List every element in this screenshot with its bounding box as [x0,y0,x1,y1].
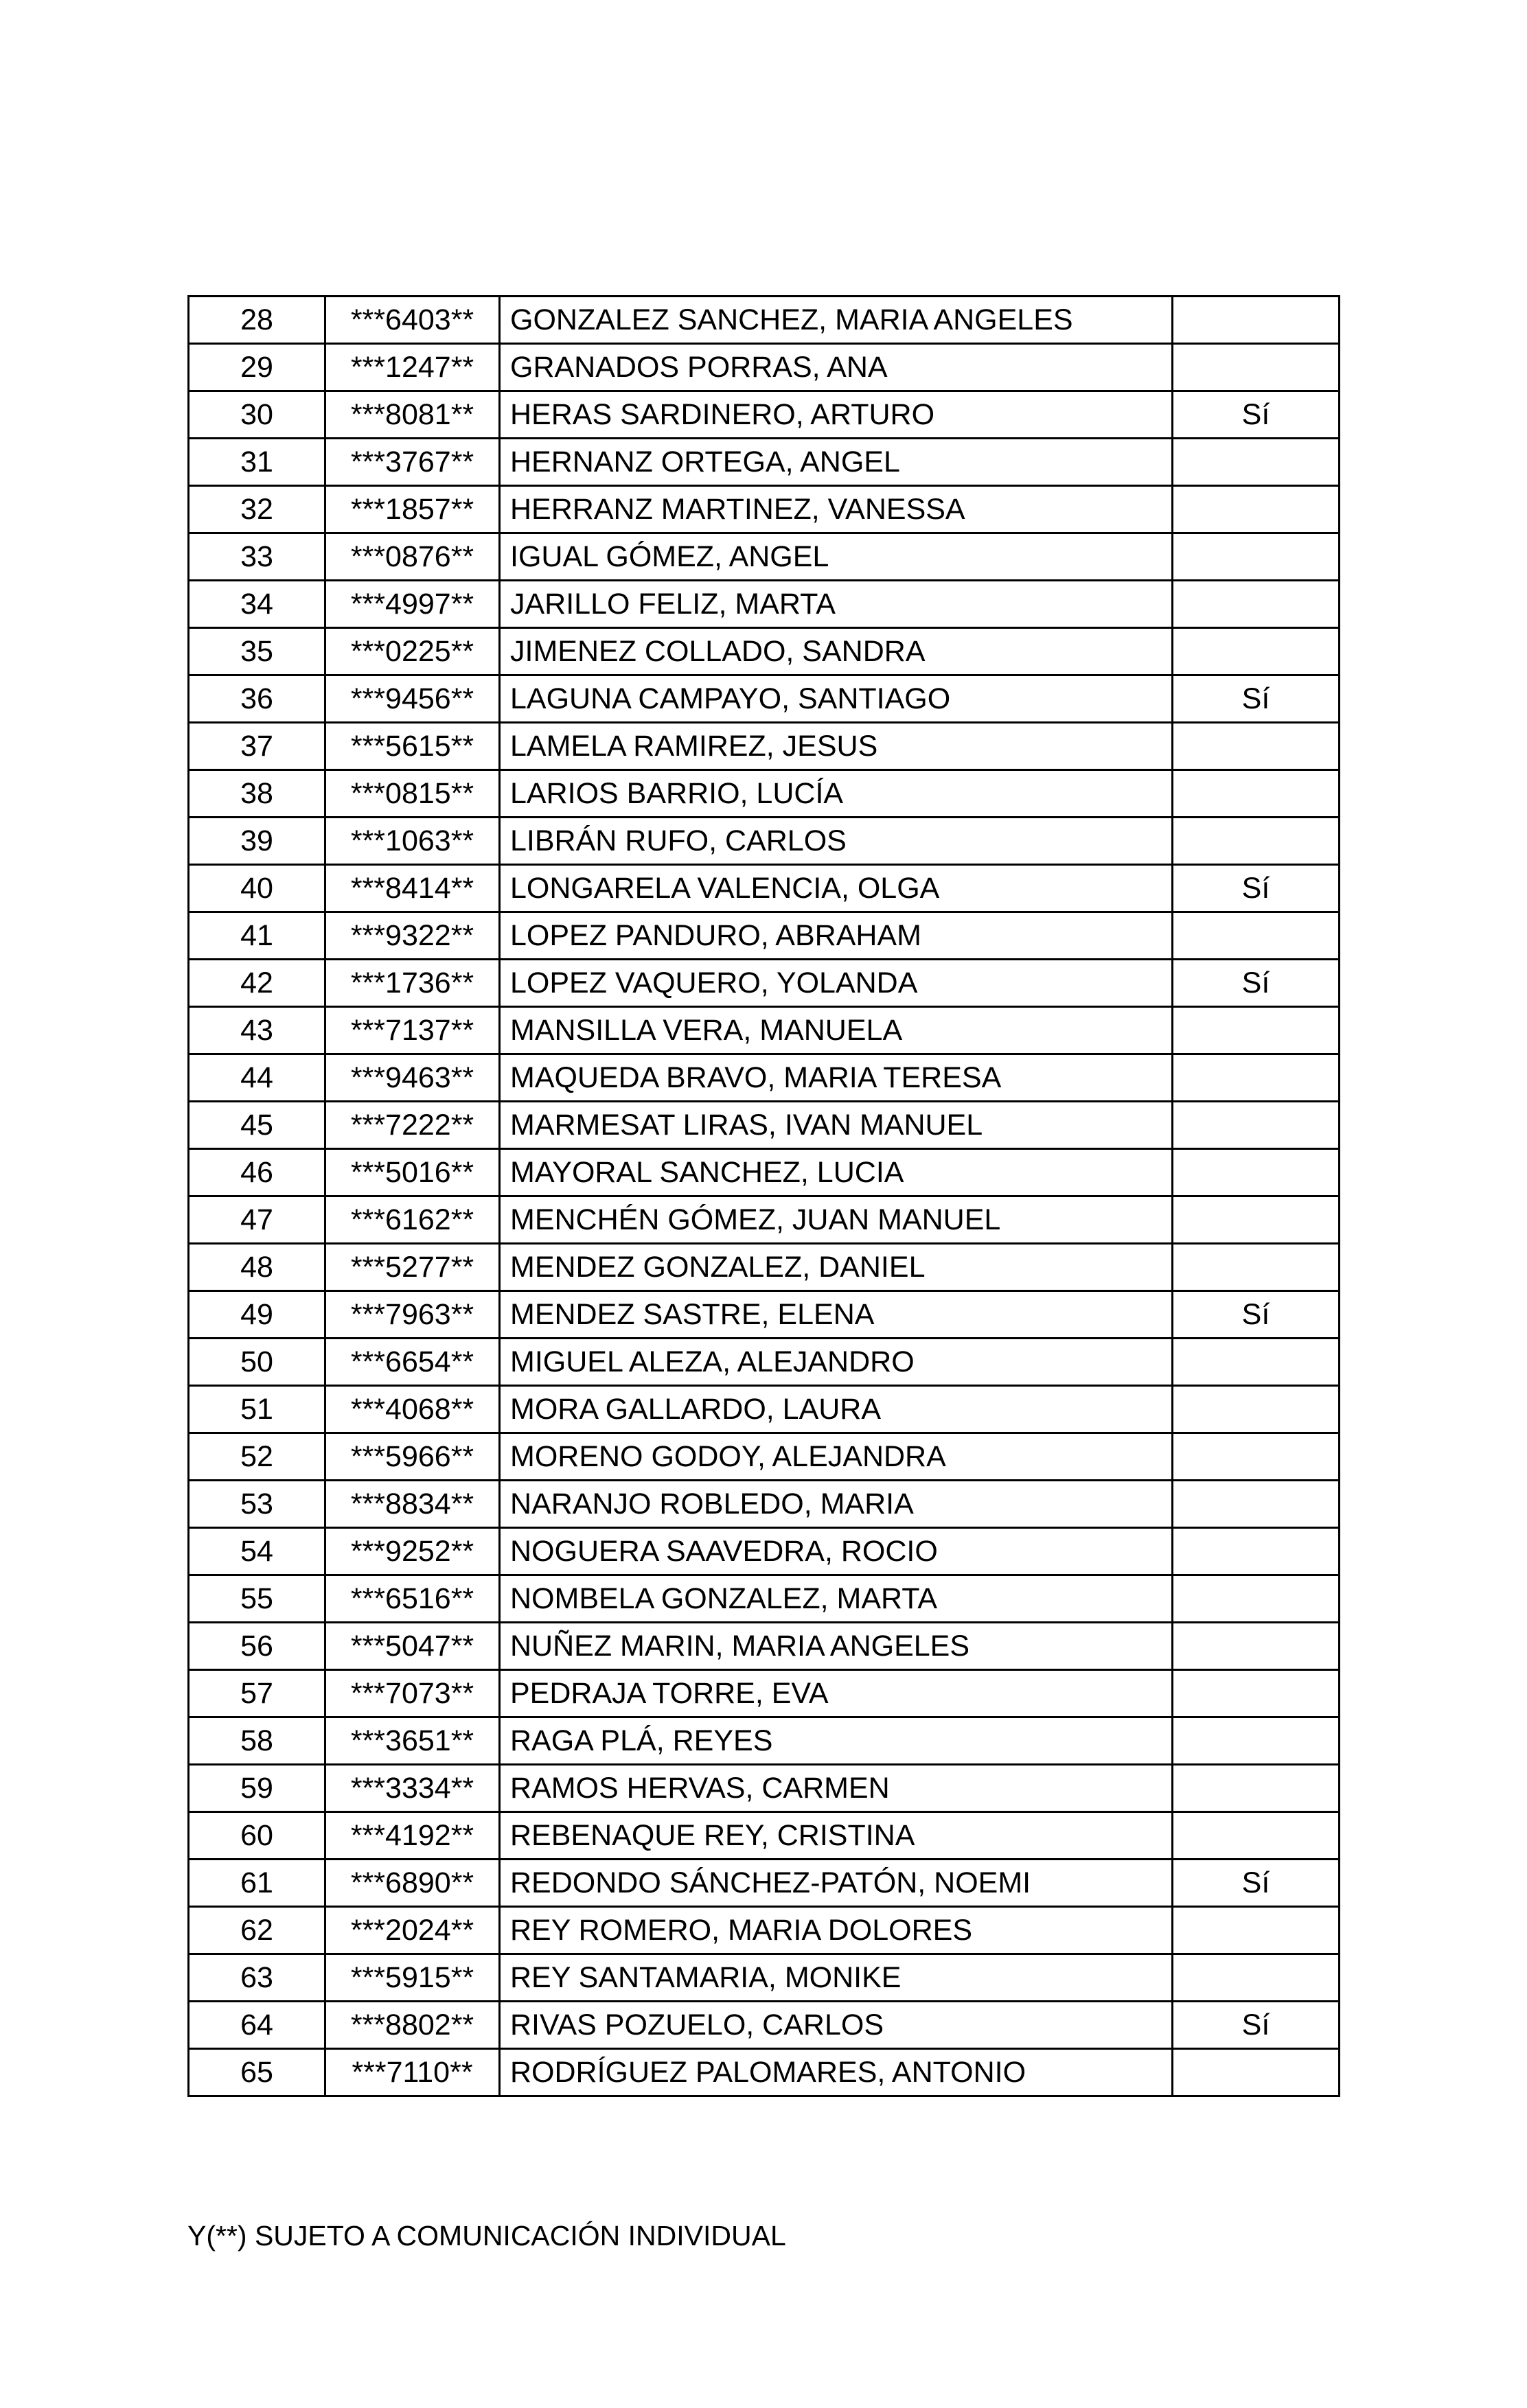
row-id: ***4068** [325,1386,500,1433]
row-id: ***5966** [325,1433,500,1481]
row-id: ***2024** [325,1907,500,1954]
row-flag [1173,770,1340,818]
row-number: 42 [189,960,325,1007]
table-row [189,912,1340,960]
row-number: 49 [189,1291,325,1339]
row-flag [1173,486,1340,533]
row-number: 32 [189,486,325,533]
row-name: HERAS SARDINERO, ARTURO [500,391,1173,439]
table-row [189,1623,1340,1670]
row-flag: Sí [1173,865,1340,912]
row-name: JARILLO FELIZ, MARTA [500,581,1173,628]
row-name: NOGUERA SAAVEDRA, ROCIO [500,1528,1173,1575]
row-flag [1173,1670,1340,1717]
row-name: IGUAL GÓMEZ, ANGEL [500,533,1173,581]
row-flag [1173,1575,1340,1623]
row-name: LAGUNA CAMPAYO, SANTIAGO [500,675,1173,723]
table-row [189,1860,1340,1907]
row-number: 60 [189,1812,325,1860]
row-flag [1173,723,1340,770]
row-flag [1173,581,1340,628]
row-id: ***6890** [325,1860,500,1907]
row-flag: Sí [1173,675,1340,723]
table-row [189,1575,1340,1623]
row-name: LARIOS BARRIO, LUCÍA [500,770,1173,818]
row-flag [1173,2049,1340,2096]
table-row [189,486,1340,533]
row-name: LOPEZ PANDURO, ABRAHAM [500,912,1173,960]
row-number: 37 [189,723,325,770]
row-flag [1173,1765,1340,1812]
row-name: JIMENEZ COLLADO, SANDRA [500,628,1173,675]
row-number: 62 [189,1907,325,1954]
row-flag [1173,1196,1340,1244]
row-number: 38 [189,770,325,818]
footnote: Y(**) SUJETO A COMUNICACIÓN INDIVIDUAL [187,2220,786,2251]
table-row [189,770,1340,818]
row-number: 51 [189,1386,325,1433]
row-flag [1173,818,1340,865]
row-id: ***7110** [325,2049,500,2096]
row-id: ***3767** [325,439,500,486]
row-id: ***0225** [325,628,500,675]
table-row [189,1670,1340,1717]
row-name: NUÑEZ MARIN, MARIA ANGELES [500,1623,1173,1670]
row-flag [1173,1007,1340,1054]
row-flag: Sí [1173,1860,1340,1907]
row-id: ***0876** [325,533,500,581]
row-flag [1173,1907,1340,1954]
row-name: MENDEZ SASTRE, ELENA [500,1291,1173,1339]
row-flag [1173,1812,1340,1860]
row-flag [1173,1717,1340,1765]
table-row [189,1339,1340,1386]
row-number: 56 [189,1623,325,1670]
row-number: 55 [189,1575,325,1623]
row-flag [1173,1623,1340,1670]
table-body [189,297,1340,2096]
row-flag [1173,1528,1340,1575]
row-id: ***7222** [325,1102,500,1149]
row-id: ***5615** [325,723,500,770]
row-id: ***5915** [325,1954,500,2002]
row-flag [1173,1102,1340,1149]
row-name: GONZALEZ SANCHEZ, MARIA ANGELES [500,297,1173,344]
row-id: ***9463** [325,1054,500,1102]
row-name: LAMELA RAMIREZ, JESUS [500,723,1173,770]
row-number: 47 [189,1196,325,1244]
row-id: ***9322** [325,912,500,960]
row-flag [1173,297,1340,344]
row-flag: Sí [1173,391,1340,439]
table-row [189,1196,1340,1244]
row-id: ***7073** [325,1670,500,1717]
row-number: 31 [189,439,325,486]
row-number: 33 [189,533,325,581]
table-row [189,297,1340,344]
row-number: 39 [189,818,325,865]
row-name: GRANADOS PORRAS, ANA [500,344,1173,391]
row-id: ***1736** [325,960,500,1007]
table-row [189,1007,1340,1054]
row-id: ***9456** [325,675,500,723]
table-row [189,1812,1340,1860]
row-number: 43 [189,1007,325,1054]
row-name: RAMOS HERVAS, CARMEN [500,1765,1173,1812]
row-id: ***0815** [325,770,500,818]
row-name: REY ROMERO, MARIA DOLORES [500,1907,1173,1954]
row-name: LIBRÁN RUFO, CARLOS [500,818,1173,865]
row-id: ***8414** [325,865,500,912]
row-name: LONGARELA VALENCIA, OLGA [500,865,1173,912]
row-flag [1173,1954,1340,2002]
row-flag [1173,1339,1340,1386]
table-row [189,2049,1340,2096]
row-id: ***6654** [325,1339,500,1386]
row-id: ***5047** [325,1623,500,1670]
row-flag [1173,533,1340,581]
row-id: ***4997** [325,581,500,628]
row-flag [1173,1481,1340,1528]
row-number: 65 [189,2049,325,2096]
row-id: ***8834** [325,1481,500,1528]
row-flag [1173,1244,1340,1291]
row-id: ***8081** [325,391,500,439]
row-name: RAGA PLÁ, REYES [500,1717,1173,1765]
table-row [189,628,1340,675]
row-flag: Sí [1173,1291,1340,1339]
row-number: 58 [189,1717,325,1765]
row-number: 46 [189,1149,325,1196]
row-name: MORA GALLARDO, LAURA [500,1386,1173,1433]
row-name: NARANJO ROBLEDO, MARIA [500,1481,1173,1528]
row-id: ***9252** [325,1528,500,1575]
row-number: 40 [189,865,325,912]
table-row [189,1244,1340,1291]
row-flag [1173,1149,1340,1196]
table-row [189,1149,1340,1196]
table-row [189,1528,1340,1575]
row-flag: Sí [1173,960,1340,1007]
row-id: ***1247** [325,344,500,391]
table-row [189,1102,1340,1149]
table-row [189,391,1340,439]
table-row [189,675,1340,723]
row-flag [1173,1054,1340,1102]
table-row [189,1291,1340,1339]
row-name: MAYORAL SANCHEZ, LUCIA [500,1149,1173,1196]
row-id: ***6516** [325,1575,500,1623]
row-name: MORENO GODOY, ALEJANDRA [500,1433,1173,1481]
row-name: RODRÍGUEZ PALOMARES, ANTONIO [500,2049,1173,2096]
row-name: MIGUEL ALEZA, ALEJANDRO [500,1339,1173,1386]
row-id: ***3334** [325,1765,500,1812]
table-row [189,1907,1340,1954]
table-row [189,1054,1340,1102]
row-name: MANSILLA VERA, MANUELA [500,1007,1173,1054]
row-id: ***5277** [325,1244,500,1291]
row-number: 53 [189,1481,325,1528]
table-row [189,533,1340,581]
table-row [189,1717,1340,1765]
row-number: 45 [189,1102,325,1149]
row-number: 28 [189,297,325,344]
row-name: MENCHÉN GÓMEZ, JUAN MANUEL [500,1196,1173,1244]
row-number: 29 [189,344,325,391]
row-number: 30 [189,391,325,439]
row-name: REBENAQUE REY, CRISTINA [500,1812,1173,1860]
row-name: PEDRAJA TORRE, EVA [500,1670,1173,1717]
table-row [189,960,1340,1007]
row-name: REY SANTAMARIA, MONIKE [500,1954,1173,2002]
row-id: ***1063** [325,818,500,865]
row-number: 35 [189,628,325,675]
table-row [189,818,1340,865]
row-id: ***4192** [325,1812,500,1860]
row-name: LOPEZ VAQUERO, YOLANDA [500,960,1173,1007]
row-number: 50 [189,1339,325,1386]
candidate-table [187,295,1340,2097]
row-id: ***7963** [325,1291,500,1339]
row-flag [1173,1386,1340,1433]
row-id: ***1857** [325,486,500,533]
row-flag [1173,1433,1340,1481]
row-number: 63 [189,1954,325,2002]
table-row [189,2002,1340,2049]
row-number: 52 [189,1433,325,1481]
table-row [189,439,1340,486]
row-name: MENDEZ GONZALEZ, DANIEL [500,1244,1173,1291]
row-id: ***6162** [325,1196,500,1244]
table-row [189,1954,1340,2002]
table-row [189,723,1340,770]
row-flag: Sí [1173,2002,1340,2049]
table-row [189,344,1340,391]
table-row [189,1481,1340,1528]
row-name: REDONDO SÁNCHEZ-PATÓN, NOEMI [500,1860,1173,1907]
row-flag [1173,344,1340,391]
table-row [189,1765,1340,1812]
row-id: ***7137** [325,1007,500,1054]
row-name: RIVAS POZUELO, CARLOS [500,2002,1173,2049]
row-number: 61 [189,1860,325,1907]
table-row [189,1386,1340,1433]
row-number: 48 [189,1244,325,1291]
row-flag [1173,439,1340,486]
row-number: 44 [189,1054,325,1102]
row-name: HERNANZ ORTEGA, ANGEL [500,439,1173,486]
row-number: 59 [189,1765,325,1812]
row-number: 36 [189,675,325,723]
table-row [189,581,1340,628]
row-name: MAQUEDA BRAVO, MARIA TERESA [500,1054,1173,1102]
row-id: ***8802** [325,2002,500,2049]
row-id: ***3651** [325,1717,500,1765]
row-name: MARMESAT LIRAS, IVAN MANUEL [500,1102,1173,1149]
row-id: ***6403** [325,297,500,344]
row-name: NOMBELA GONZALEZ, MARTA [500,1575,1173,1623]
row-number: 54 [189,1528,325,1575]
table-row [189,865,1340,912]
row-flag [1173,912,1340,960]
table-row [189,1433,1340,1481]
row-id: ***5016** [325,1149,500,1196]
row-number: 34 [189,581,325,628]
row-number: 41 [189,912,325,960]
row-name: HERRANZ MARTINEZ, VANESSA [500,486,1173,533]
row-number: 64 [189,2002,325,2049]
row-flag [1173,628,1340,675]
row-number: 57 [189,1670,325,1717]
